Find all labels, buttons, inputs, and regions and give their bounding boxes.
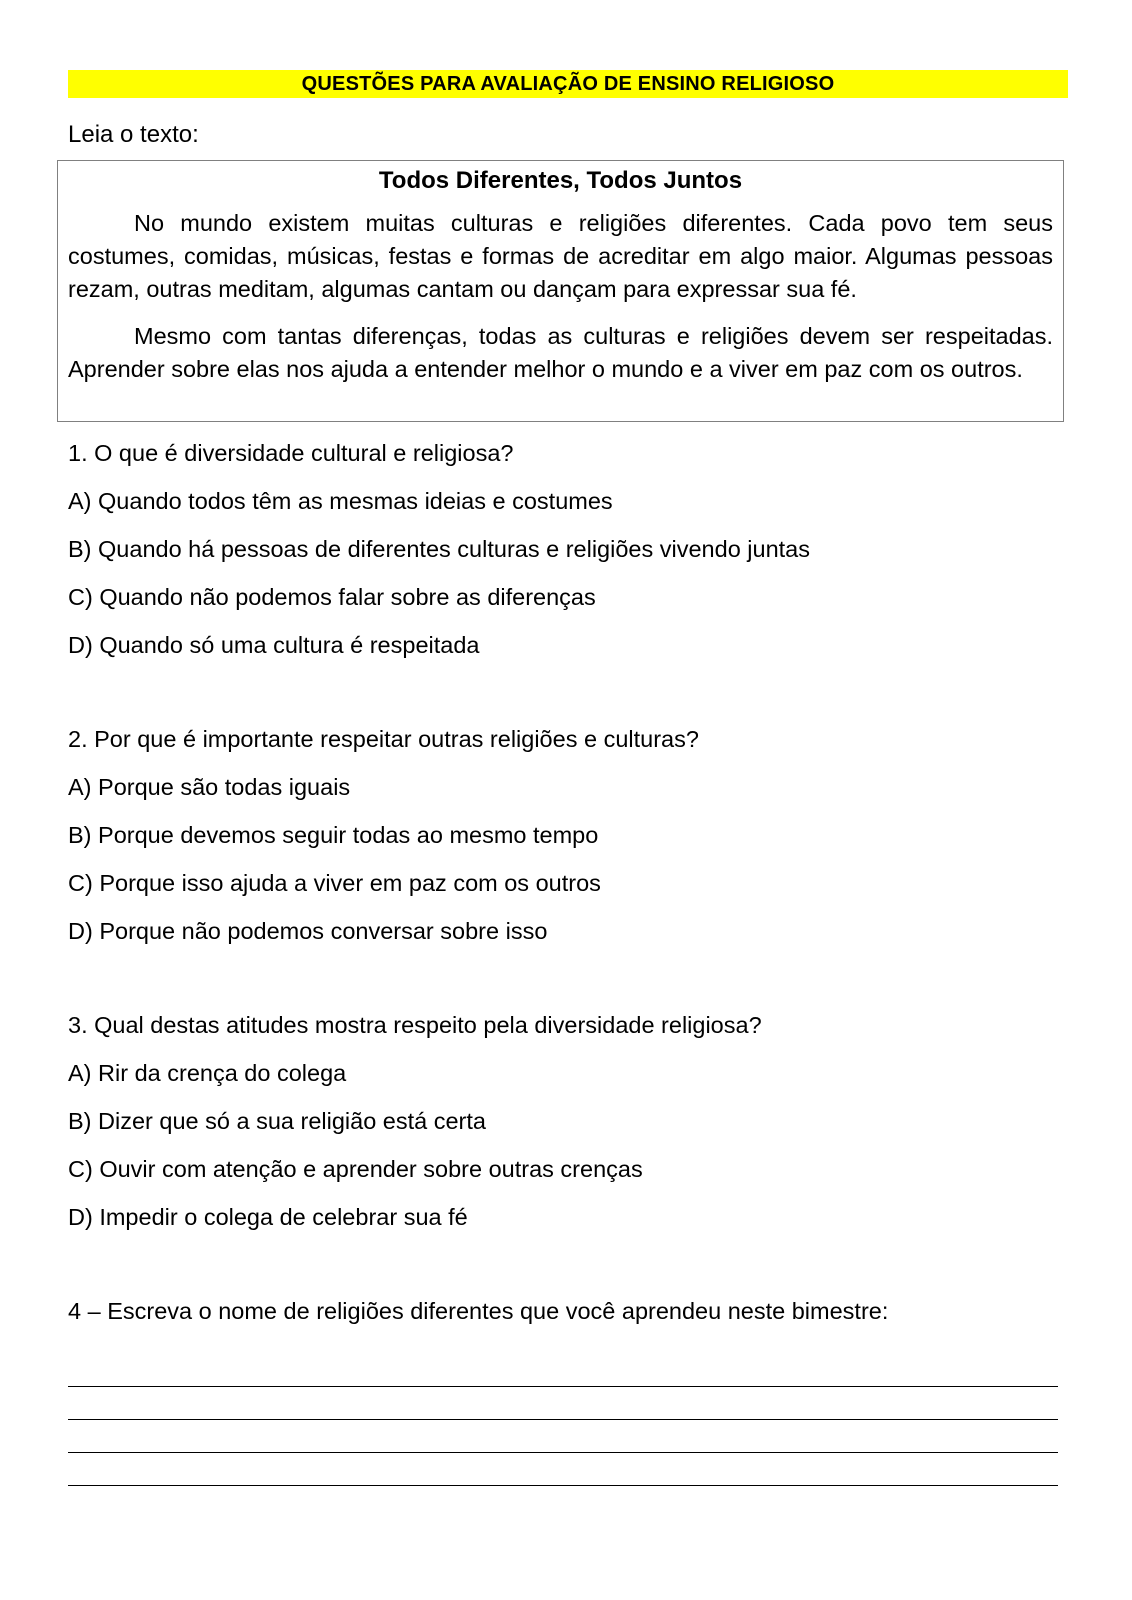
question-text: 2. Por que é importante respeitar outras religiões e culturas? [68,726,699,752]
question-4 [68,1294,1068,1486]
answer-option[interactable]: C) Quando não podemos falar sobre as diferenças [68,584,596,610]
answer-option[interactable]: C) Ouvir com atenção e aprender sobre outras crenças [68,1156,643,1182]
answer-option[interactable]: B) Dizer que só a sua religião está certa [68,1108,486,1134]
answer-line[interactable] [68,1387,1058,1420]
questions-section [68,436,1068,1486]
reading-paragraph: No mundo existem muitas culturas e religiões diferentes. Cada povo tem seus costumes, comidas, músicas, festas e formas de acreditar em algo maior. Algumas pessoas rezam, outras meditam, algumas cantam ou dançam para expressar sua fé. [68,210,1053,302]
answer-option[interactable]: D) Porque não podemos conversar sobre isso [68,918,548,944]
answer-option[interactable]: A) Porque são todas iguais [68,774,351,800]
reading-paragraph: Mesmo com tantas diferenças, todas as culturas e religiões devem ser respeitadas. Aprender sobre elas nos ajuda a entender melhor o mundo e a viver em paz com os outros. [68,323,1053,382]
question-1 [68,436,1068,676]
answer-line[interactable] [68,1420,1058,1453]
answer-line[interactable] [68,1453,1058,1486]
question-text: 3. Qual destas atitudes mostra respeito pela diversidade religiosa? [68,1012,762,1038]
reading-title: Todos Diferentes, Todos Juntos [378,167,743,194]
question-3 [68,1008,1068,1248]
worksheet-header: QUESTÕES PARA AVALIAÇÃO DE ENSINO RELIGIOSO [68,70,1068,98]
answer-option[interactable]: B) Porque devemos seguir todas ao mesmo tempo [68,822,599,848]
intro-text: Leia o texto: [68,121,199,148]
answer-option[interactable]: D) Impedir o colega de celebrar sua fé [68,1204,468,1230]
question-text: 1. O que é diversidade cultural e religiosa? [68,440,514,466]
answer-option[interactable]: A) Quando todos têm as mesmas ideias e costumes [68,488,613,514]
reading-text-box [57,160,1064,422]
question-2 [68,722,1068,962]
answer-option[interactable]: D) Quando só uma cultura é respeitada [68,632,480,658]
answer-line[interactable] [68,1354,1058,1387]
answer-option[interactable]: B) Quando há pessoas de diferentes culturas e religiões vivendo juntas [68,536,811,562]
answer-option[interactable]: C) Porque isso ajuda a viver em paz com os outros [68,870,601,896]
answer-lines [68,1354,1068,1486]
answer-option[interactable]: A) Rir da crença do colega [68,1060,347,1086]
question-text: 4 – Escreva o nome de religiões diferentes que você aprendeu neste bimestre: [68,1298,889,1324]
worksheet-page [68,70,1068,1324]
